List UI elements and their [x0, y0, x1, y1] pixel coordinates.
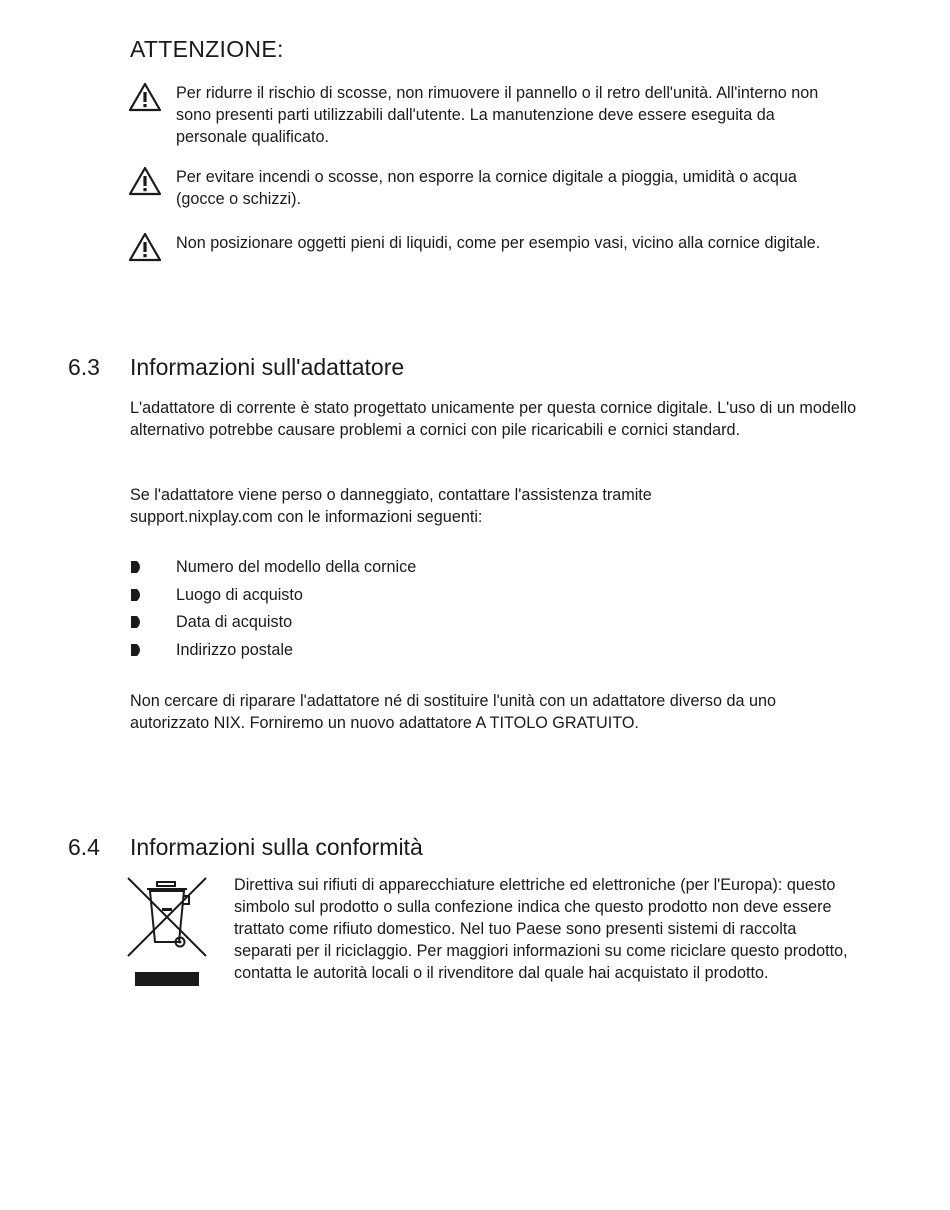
list-item-label: Numero del modello della cornice [176, 558, 417, 576]
warning-text: Per ridurre il rischio di scosse, non rimuovere il pannello o il retro dell'unità. All'interno non sono presenti parti utilizzabili dall'utente. La manutenzione deve essere eseguita da personale qualificato. [176, 84, 819, 146]
list-item-label: Luogo di acquisto [176, 585, 303, 604]
adapter-paragraph: L'adattatore di corrente è stato progettato unicamente per questa cornice digitale. L'uso di un modello alternativo potrebbe causare problemi a cornici con pile ricaricabili e cornici standard. [130, 399, 857, 439]
weee-directive-text: Direttiva sui rifiuti di apparecchiature elettriche ed elettroniche (per l'Europa): questo simbolo sul prodotto o sulla confezione indica che questo prodotto non deve essere trattato come rifiuto domestico. Nel tuo Paese sono presenti sistemi di raccolta separati per il riciclaggio. Per maggiori informazioni su come riciclare questo prodotto, contatta le autorità locali o il rivenditore dal quale hai acquistato il prodotto. [234, 876, 848, 982]
bullet-icon [130, 588, 144, 602]
warning-triangle-icon [128, 166, 162, 196]
bullet-icon [130, 615, 144, 629]
adapter-replacement-paragraph: Non cercare di riparare l'adattatore né di sostituire l'unità con un adattatore diverso da uno autorizzato NIX. Forniremo un nuovo adattatore A TITOLO GRATUITO. [130, 692, 776, 732]
bullet-icon [130, 560, 144, 574]
warning-triangle-icon [128, 232, 162, 262]
list-item-label: Indirizzo postale [176, 640, 293, 659]
attention-heading: ATTENZIONE: [130, 36, 284, 62]
warning-text: Per evitare incendi o scosse, non esporre la cornice digitale a pioggia, umidità o acqua (gocce o schizzi). [176, 168, 797, 208]
warning-text: Non posizionare oggetti pieni di liquidi, come per esempio vasi, vicino alla cornice digitale. [176, 234, 821, 252]
bullet-icon [130, 643, 144, 657]
warning-triangle-icon [128, 82, 162, 112]
weee-crossed-bin-icon [125, 874, 209, 990]
section-title: Informazioni sulla conformità [130, 834, 423, 860]
list-item-label: Data di acquisto [176, 613, 293, 631]
adapter-support-paragraph: Se l'adattatore viene perso o danneggiato, contattare l'assistenza tramite support.nixplay.com con le informazioni seguenti: [130, 486, 652, 526]
section-number: 6.3 [68, 354, 100, 380]
section-title: Informazioni sull'adattatore [130, 354, 405, 380]
section-number: 6.4 [68, 834, 100, 860]
